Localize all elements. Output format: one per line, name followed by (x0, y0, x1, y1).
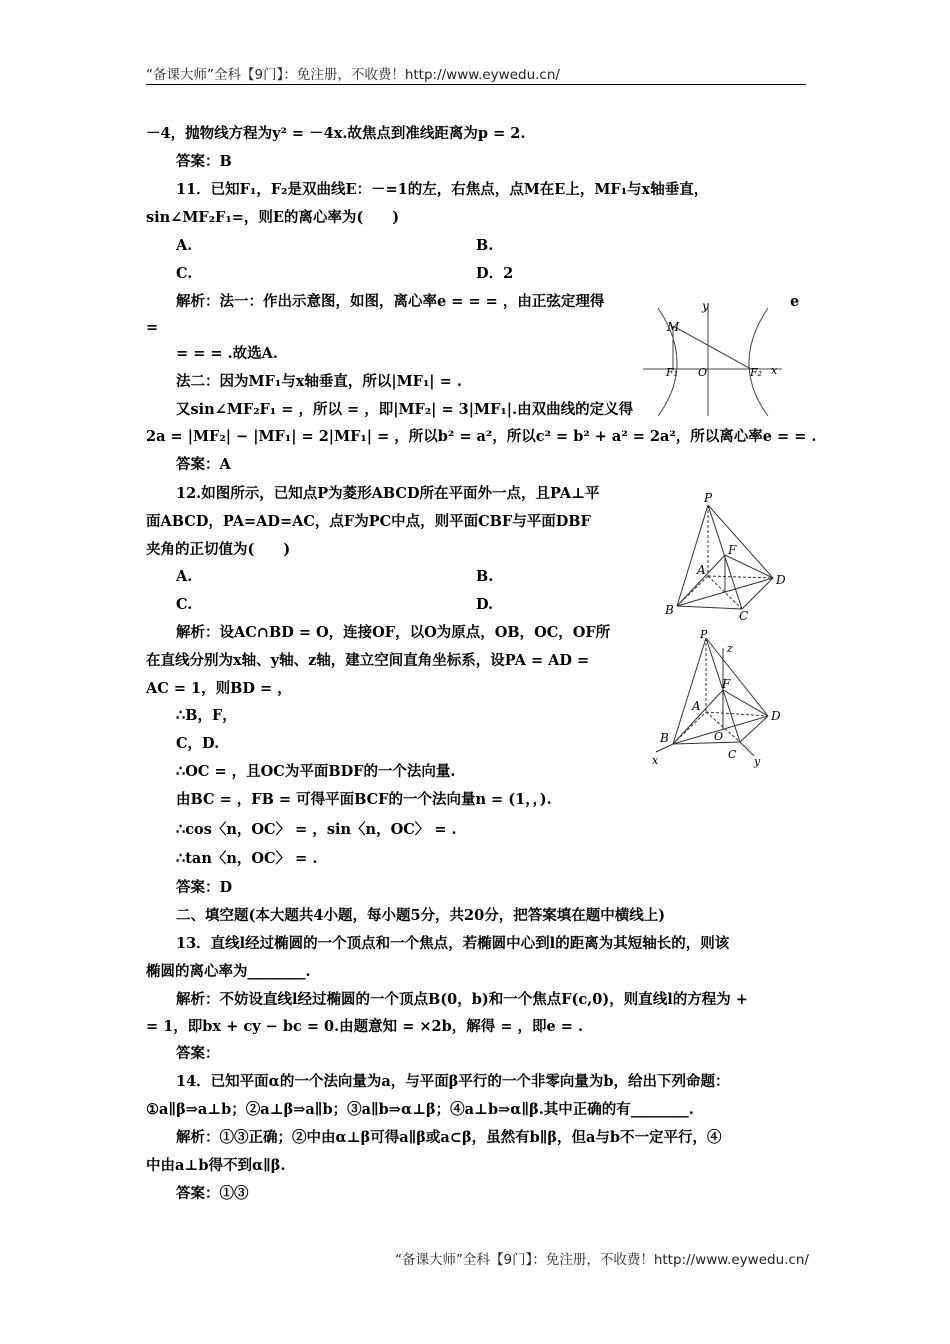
label-d: D (771, 709, 781, 723)
option-d: D．2 (476, 265, 514, 282)
hyperbola-figure (640, 298, 785, 420)
label-x: x (771, 364, 778, 377)
label-z: z (727, 642, 733, 655)
solution-line: 解析：不妨设直线l经过椭圆的一个顶点B(0，b)和一个焦点F(c,0)，则直线l的方程为 + (176, 991, 748, 1008)
question-12: 12.如图所示，已知点P为菱形ABCD所在平面外一点，且PA⊥平 (176, 485, 600, 502)
answer-line: 答案：①③ (176, 1185, 249, 1202)
text-fragment: = (146, 319, 159, 336)
question-11: 11．已知F₁，F₂是双曲线E：－=1的左，右焦点，点M在E上，MF₁与x轴垂直， (176, 181, 709, 198)
page-footer: “备课大师”全科【9门】：免注册，不收费！http://www.eywedu.cn/ (395, 1252, 809, 1268)
label-x: x (652, 754, 659, 767)
label-c: C (728, 748, 737, 761)
text-line: 中由a⊥b得不到α∥β. (146, 1157, 286, 1174)
label-y: y (702, 299, 709, 313)
label-a: A (692, 699, 701, 713)
text-line: 2a = |MF₂| − |MF₁| = 2|MF₁| = ，所以b² = a²，所以c² = b² + a² = 2a²，所以离心率e = = . (146, 428, 817, 445)
text-line: ∴cos〈n，OC〉 = ，sin〈n，OC〉 = . (176, 821, 457, 838)
label-f: F (728, 543, 737, 557)
text-line: 又sin∠MF₂F₁ = ，所以 = ，即|MF₂| = 3|MF₁|.由双曲线的定义得 (176, 401, 634, 418)
answer-line: 答案：D (176, 879, 233, 896)
right-branch (749, 308, 768, 416)
label-b: B (665, 603, 674, 617)
text-line: 夹角的正切值为( ) (146, 541, 291, 558)
answer-line: 答案：B (176, 153, 232, 170)
option-d: D. (476, 596, 494, 613)
pyramid-figure (655, 490, 795, 622)
label-m: M (667, 320, 680, 334)
option-a: A. (176, 568, 193, 585)
option-c: C. (176, 265, 193, 282)
text-line: sin∠MF₂F₁=，则E的离心率为( ) (146, 209, 400, 226)
mf2-segment (673, 326, 751, 369)
text-line: C，D. (176, 735, 220, 752)
pyramid-coordinate-figure (648, 628, 796, 768)
question-13: 13．直线l经过椭圆的一个顶点和一个焦点，若椭圆中心到l的距离为其短轴长的，则该 (176, 935, 730, 952)
text-line: = = = .故选A. (176, 345, 278, 362)
answer-line: 答案： (176, 1045, 220, 1062)
text-line: = 1，即bx + cy − bc = 0.由题意知 = ×2b，解得 = ，即e = . (146, 1018, 584, 1035)
label-f: F (722, 677, 731, 691)
text-line: 面ABCD，PA=AD=AC，点F为PC中点，则平面CBF与平面DBF (146, 513, 591, 530)
label-c: C (739, 609, 749, 622)
label-y: y (754, 755, 761, 768)
section-heading: 二、填空题(本大题共4小题，每小题5分，共20分，把答案填在题中横线上) (176, 907, 666, 924)
header-rule (146, 84, 806, 85)
option-b: B. (476, 568, 494, 585)
answer-line: 答案：A (176, 456, 231, 473)
label-o: O (698, 366, 708, 379)
option-c: C. (176, 596, 193, 613)
text-line: 椭圆的离心率为________. (146, 963, 311, 980)
text-line: ∴tan〈n，OC〉 = . (176, 850, 318, 867)
option-b: B. (476, 237, 494, 254)
text-line: 在直线分别为x轴、y轴、z轴，建立空间直角坐标系，设PA = AD = (146, 652, 590, 669)
question-14: 14．已知平面α的一个法向量为a，与平面β平行的一个非零向量为b，给出下列命题： (176, 1073, 730, 1090)
label-f2: F₂ (750, 366, 763, 379)
label-b: B (660, 731, 669, 745)
text-line: 由BC = ，FB = 可得平面BCF的一个法向量n = (1，，). (176, 791, 552, 808)
text-line: ①a∥β⇒a⊥b；②a⊥β⇒a∥b；③a∥b⇒α⊥β；④a⊥b⇒α∥β.其中正确的有________. (146, 1101, 694, 1118)
text-line: 法二：因为MF₁与x轴垂直，所以|MF₁| = . (176, 373, 462, 390)
solution-line: 解析：设AC∩BD = O，连接OF，以O为原点，OB，OC，OF所 (176, 624, 611, 641)
page-header: “备课大师”全科【9门】：免注册，不收费！http://www.eywedu.cn/ (146, 67, 560, 83)
label-a: A (697, 563, 706, 577)
text-fragment: e (790, 293, 800, 310)
text-line: －4，抛物线方程为y² = －4x.故焦点到准线距离为p = 2. (146, 125, 526, 142)
text-line: AC = 1，则BD = ， (146, 680, 292, 697)
label-o: O (714, 730, 724, 743)
label-d: D (776, 573, 786, 587)
text-line: ∴B，F， (176, 707, 237, 724)
option-a: A. (176, 237, 193, 254)
solution-line: 解析：法一：作出示意图，如图，离心率e = = = ，由正弦定理得 (176, 293, 605, 310)
label-p: P (704, 491, 713, 505)
label-f1: F₁ (666, 366, 679, 379)
text-line: ∴OC = ，且OC为平面BDF的一个法向量. (176, 763, 456, 780)
label-p: P (700, 628, 708, 641)
solution-line: 解析：①③正确；②中由α⊥β可得a∥β或a⊂β，虽然有b∥β，但a与b不一定平行，④ (176, 1129, 722, 1146)
